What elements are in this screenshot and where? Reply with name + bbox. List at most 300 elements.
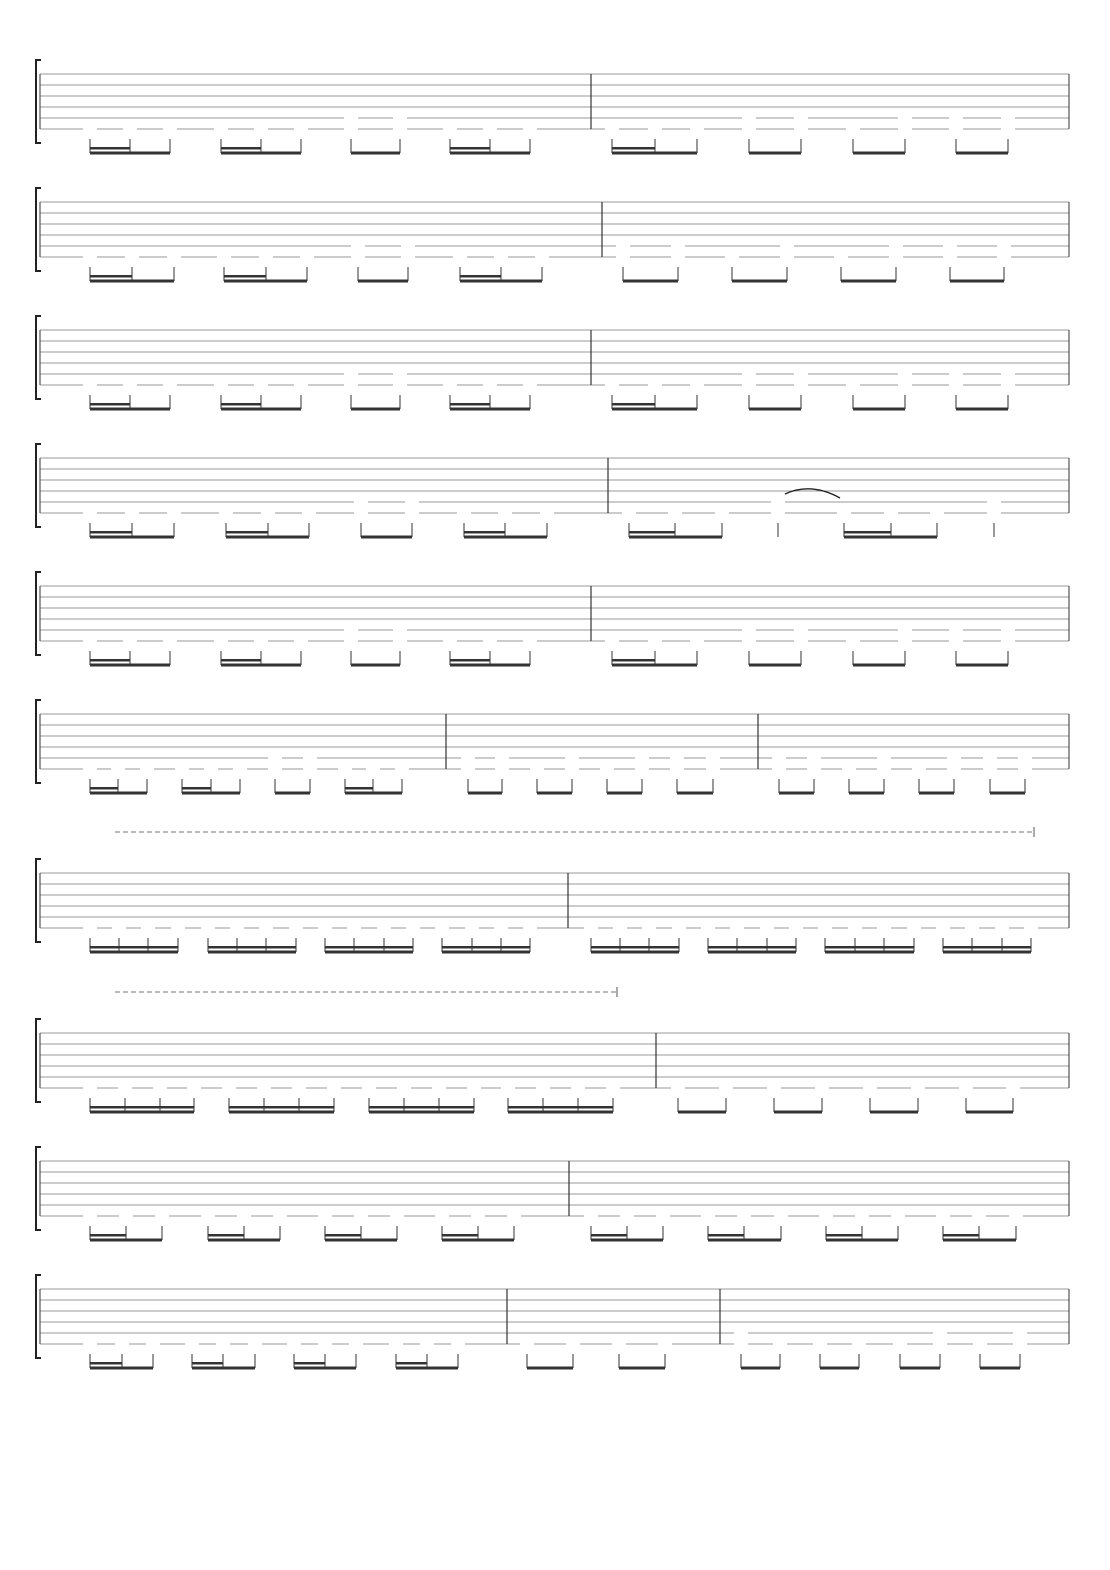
- fret-bg: [973, 1339, 987, 1349]
- fret-bg: [292, 1083, 306, 1093]
- fret-bg: [898, 124, 912, 134]
- fret-bg: [671, 241, 685, 251]
- beam: [678, 1111, 726, 1114]
- secondary-beam: [192, 1362, 223, 1365]
- fret-bg: [742, 113, 756, 123]
- measure: [83, 753, 409, 795]
- beam: [629, 536, 722, 539]
- beam: [919, 792, 954, 795]
- fret-bg: [289, 923, 303, 933]
- fret-bg: [494, 923, 508, 933]
- fret-bg: [401, 241, 415, 251]
- fret-bg: [1001, 380, 1015, 390]
- secondary-beam: [90, 659, 130, 662]
- beam: [351, 664, 400, 667]
- fret-bg: [898, 113, 912, 123]
- secondary-beam: [90, 403, 130, 406]
- fret-bg: [351, 252, 365, 262]
- beam: [226, 536, 309, 539]
- secondary-beam: [472, 946, 501, 949]
- fret-bg: [584, 1211, 598, 1221]
- fret-bg: [613, 923, 627, 933]
- secondary-beam: [460, 275, 501, 278]
- fret-bg: [395, 764, 409, 774]
- fret-bg: [997, 241, 1011, 251]
- fret-bg: [214, 380, 228, 390]
- fret-bg: [303, 753, 317, 763]
- fret-bg: [760, 923, 774, 933]
- fret-bg: [949, 625, 963, 635]
- secondary-beam: [208, 946, 237, 949]
- fret-bg: [420, 1339, 434, 1349]
- secondary-beam: [620, 946, 649, 949]
- fret-bg: [465, 923, 479, 933]
- beam: [853, 408, 905, 411]
- beam: [224, 280, 307, 283]
- secondary-beam: [294, 1362, 325, 1365]
- secondary-beam: [384, 946, 413, 949]
- beam: [527, 1367, 573, 1370]
- fret-bg: [83, 764, 97, 774]
- fret-bg: [671, 1083, 685, 1093]
- secondary-beam: [708, 946, 737, 949]
- fret-bg: [294, 124, 308, 134]
- fret-bg: [344, 113, 358, 123]
- fret-bg: [983, 753, 997, 763]
- fret-bg: [261, 508, 275, 518]
- measure: [83, 369, 537, 411]
- fret-bg: [140, 764, 154, 774]
- fret-bg: [83, 1339, 97, 1349]
- fret-bg: [344, 636, 358, 646]
- beam: [619, 1367, 665, 1370]
- beam: [90, 408, 170, 411]
- beam: [229, 1111, 334, 1114]
- fret-bg: [443, 380, 457, 390]
- beam: [943, 1239, 1016, 1242]
- fret-bg: [461, 753, 475, 763]
- beam: [182, 792, 240, 795]
- fret-bg: [125, 252, 139, 262]
- tab-system: [36, 572, 1069, 667]
- fret-bg: [780, 252, 794, 262]
- beam: [980, 1367, 1020, 1370]
- fret-bg: [813, 1339, 827, 1349]
- fret-bg: [405, 497, 419, 507]
- beam: [825, 951, 914, 954]
- tab-system: [36, 700, 1069, 795]
- fret-bg: [767, 1083, 781, 1093]
- fret-bg: [83, 923, 97, 933]
- fret-bg: [773, 1339, 787, 1349]
- fret-bg: [167, 508, 181, 518]
- beam: [90, 951, 178, 954]
- fret-bg: [1001, 636, 1015, 646]
- fret-bg: [119, 1211, 133, 1221]
- fret-bg: [201, 923, 215, 933]
- beam: [708, 1239, 781, 1242]
- fret-bg: [949, 380, 963, 390]
- fret-bg: [351, 241, 365, 251]
- beam: [294, 1367, 356, 1370]
- fret-bg: [349, 1339, 363, 1349]
- secondary-beam: [543, 1106, 578, 1109]
- beam: [90, 152, 170, 155]
- fret-bg: [620, 1211, 634, 1221]
- fret-bg: [115, 1339, 129, 1349]
- fret-bg: [254, 124, 268, 134]
- secondary-beam: [439, 1106, 474, 1109]
- secondary-beam: [825, 946, 855, 949]
- beam: [950, 280, 1004, 283]
- fret-bg: [125, 508, 139, 518]
- beam: [966, 1111, 1013, 1114]
- secondary-beam: [90, 1234, 126, 1237]
- fret-bg: [605, 124, 619, 134]
- secondary-beam: [221, 147, 261, 150]
- fret-bg: [936, 923, 950, 933]
- beam: [749, 664, 801, 667]
- fret-bg: [540, 508, 554, 518]
- beam: [956, 664, 1008, 667]
- secondary-beam: [612, 659, 655, 662]
- fret-bg: [565, 764, 579, 774]
- secondary-beam: [224, 275, 266, 278]
- fret-bg: [715, 508, 729, 518]
- secondary-beam: [591, 946, 620, 949]
- fret-bg: [494, 252, 508, 262]
- beam: [677, 792, 713, 795]
- fret-bg: [949, 636, 963, 646]
- fret-bg: [300, 252, 314, 262]
- fret-bg: [536, 1083, 550, 1093]
- fret-bg: [406, 923, 420, 933]
- secondary-beam: [826, 1234, 862, 1237]
- fret-bg: [83, 508, 97, 518]
- fret-bg: [393, 124, 407, 134]
- fret-bg: [780, 241, 794, 251]
- secondary-beam: [649, 946, 679, 949]
- fret-bg: [898, 625, 912, 635]
- beam: [450, 152, 530, 155]
- fret-bg: [141, 923, 155, 933]
- beam: [351, 408, 400, 411]
- fret-bg: [734, 1328, 748, 1338]
- fret-bg: [742, 380, 756, 390]
- fret-bg: [1001, 113, 1015, 123]
- fret-bg: [471, 1211, 485, 1221]
- fret-bg: [911, 1083, 925, 1093]
- fret-bg: [118, 1083, 132, 1093]
- fret-bg: [701, 1211, 715, 1221]
- fret-bg: [898, 636, 912, 646]
- fret-bg: [884, 508, 898, 518]
- fret-bg: [863, 1083, 877, 1093]
- fret-bg: [742, 625, 756, 635]
- fret-bg: [668, 508, 682, 518]
- fret-bg: [451, 1339, 465, 1349]
- tab-system: [36, 987, 1069, 1114]
- fret-bg: [943, 241, 957, 251]
- secondary-beam: [612, 403, 655, 406]
- fret-bg: [123, 636, 137, 646]
- secondary-beam: [90, 1106, 125, 1109]
- fret-bg: [730, 923, 744, 933]
- fret-bg: [1006, 1083, 1020, 1093]
- fret-bg: [701, 923, 715, 933]
- secondary-beam: [508, 1106, 543, 1109]
- fret-bg: [606, 1083, 620, 1093]
- fret-bg: [393, 113, 407, 123]
- fret-bg: [943, 252, 957, 262]
- beam: [623, 280, 678, 283]
- fret-bg: [362, 1083, 376, 1093]
- fret-bg: [204, 764, 218, 774]
- fret-bg: [642, 923, 656, 933]
- fret-bg: [706, 764, 720, 774]
- fret-bg: [846, 636, 860, 646]
- beam: [90, 1111, 194, 1114]
- secondary-beam: [442, 1234, 478, 1237]
- fret-bg: [237, 1211, 251, 1221]
- fret-bg: [366, 764, 380, 774]
- secondary-beam: [221, 659, 261, 662]
- measure: [461, 753, 720, 795]
- secondary-beam: [354, 946, 384, 949]
- fret-bg: [201, 1211, 215, 1221]
- fret-bg: [443, 124, 457, 134]
- measure: [772, 753, 1032, 795]
- beam: [900, 1367, 940, 1370]
- fret-bg: [344, 369, 358, 379]
- fret-bg: [725, 252, 739, 262]
- beam: [853, 664, 905, 667]
- secondary-beam: [237, 946, 266, 949]
- beam: [732, 280, 787, 283]
- beam: [749, 408, 801, 411]
- fret-bg: [648, 124, 662, 134]
- measure: [622, 489, 1001, 539]
- fret-bg: [600, 764, 614, 774]
- fret-bg: [111, 764, 125, 774]
- beam: [345, 792, 402, 795]
- fret-bg: [936, 1211, 950, 1221]
- fret-bg: [889, 241, 903, 251]
- secondary-beam: [450, 147, 490, 150]
- measure: [83, 625, 537, 667]
- beam: [749, 152, 801, 155]
- beam: [325, 951, 413, 954]
- secondary-beam: [229, 1106, 264, 1109]
- fret-bg: [1009, 1211, 1023, 1221]
- fret-bg: [254, 380, 268, 390]
- fret-bg: [171, 923, 185, 933]
- fret-bg: [354, 1211, 368, 1221]
- fret-bg: [163, 380, 177, 390]
- fret-bg: [123, 124, 137, 134]
- fret-bg: [520, 1339, 534, 1349]
- fret-bg: [354, 508, 368, 518]
- tab-system: [36, 60, 1069, 155]
- secondary-beam: [90, 275, 132, 278]
- fret-bg: [959, 1083, 973, 1093]
- fret-bg: [566, 1339, 580, 1349]
- secondary-beam: [182, 787, 211, 790]
- secondary-beam: [221, 403, 261, 406]
- secondary-beam: [844, 531, 891, 534]
- fret-bg: [737, 1211, 751, 1221]
- fret-bg: [616, 241, 630, 251]
- fret-bg: [771, 497, 785, 507]
- fret-bg: [268, 764, 282, 774]
- fret-bg: [612, 1339, 626, 1349]
- secondary-beam: [325, 946, 354, 949]
- secondary-beam: [90, 787, 118, 790]
- beam: [956, 408, 1008, 411]
- fret-bg: [987, 508, 1001, 518]
- secondary-beam: [578, 1106, 613, 1109]
- beam: [90, 280, 174, 283]
- fret-bg: [397, 1083, 411, 1093]
- fret-bg: [852, 1339, 866, 1349]
- beam: [591, 1239, 663, 1242]
- fret-bg: [947, 753, 961, 763]
- fret-bg: [318, 923, 332, 933]
- fret-bg: [216, 1339, 230, 1349]
- beam: [275, 792, 310, 795]
- secondary-beam: [396, 1362, 427, 1365]
- secondary-beam: [972, 946, 1002, 949]
- beam: [442, 951, 530, 954]
- fret-bg: [443, 636, 457, 646]
- beam: [221, 408, 301, 411]
- fret-bg: [230, 923, 244, 933]
- secondary-beam: [90, 1362, 122, 1365]
- secondary-beam: [591, 1234, 627, 1237]
- fret-bg: [83, 1211, 97, 1221]
- fret-bg: [794, 113, 808, 123]
- fret-bg: [794, 625, 808, 635]
- fret-bg: [123, 380, 137, 390]
- tab-system: [36, 444, 1069, 539]
- fret-bg: [393, 369, 407, 379]
- fret-bg: [163, 636, 177, 646]
- beam: [90, 1367, 153, 1370]
- fret-bg: [432, 1083, 446, 1093]
- fret-bg: [807, 764, 821, 774]
- beam: [853, 152, 905, 155]
- fret-bg: [303, 764, 317, 774]
- fret-bg: [690, 124, 704, 134]
- fret-bg: [898, 380, 912, 390]
- fret-bg: [217, 252, 231, 262]
- fret-bg: [571, 1083, 585, 1093]
- fret-bg: [401, 252, 415, 262]
- fret-bg: [393, 636, 407, 646]
- fret-bg: [273, 1211, 287, 1221]
- beam: [442, 1239, 514, 1242]
- beam: [361, 536, 412, 539]
- fret-bg: [565, 753, 579, 763]
- fret-bg: [947, 764, 961, 774]
- beam: [450, 664, 530, 667]
- fret-bg: [794, 124, 808, 134]
- beam: [741, 1367, 780, 1370]
- fret-bg: [893, 1339, 907, 1349]
- beam: [450, 408, 530, 411]
- beam: [820, 1367, 859, 1370]
- tab-system: [36, 316, 1069, 411]
- fret-bg: [259, 923, 273, 933]
- fret-bg: [930, 508, 944, 518]
- secondary-beam: [501, 946, 530, 949]
- beam: [192, 1367, 255, 1370]
- fret-bg: [672, 923, 686, 933]
- fret-bg: [670, 764, 684, 774]
- fret-bg: [772, 753, 786, 763]
- secondary-beam: [404, 1106, 439, 1109]
- fret-bg: [495, 764, 509, 774]
- fret-bg: [1018, 753, 1032, 763]
- tab-system: [36, 1147, 1069, 1242]
- fret-bg: [453, 252, 467, 262]
- fret-bg: [185, 1339, 199, 1349]
- fret-bg: [354, 497, 368, 507]
- secondary-beam: [119, 946, 148, 949]
- fret-bg: [287, 1339, 301, 1349]
- fret-bg: [344, 124, 358, 134]
- fret-bg: [344, 380, 358, 390]
- fret-bg: [523, 380, 537, 390]
- secondary-beam: [767, 946, 796, 949]
- measure: [83, 497, 554, 539]
- beam: [208, 1239, 280, 1242]
- beam: [943, 951, 1031, 954]
- fret-bg: [214, 124, 228, 134]
- beam: [612, 408, 697, 411]
- secondary-beam: [148, 946, 178, 949]
- fret-bg: [435, 1211, 449, 1221]
- beam: [826, 1239, 898, 1242]
- beam: [90, 1239, 162, 1242]
- fret-bg: [498, 508, 512, 518]
- secondary-beam: [125, 1106, 160, 1109]
- fret-bg: [254, 636, 268, 646]
- fret-bg: [155, 1211, 169, 1221]
- fret-bg: [259, 252, 273, 262]
- measure: [605, 113, 1015, 155]
- fret-bg: [523, 636, 537, 646]
- fret-bg: [742, 124, 756, 134]
- fret-bg: [616, 252, 630, 262]
- fret-bg: [807, 753, 821, 763]
- secondary-beam: [90, 147, 130, 150]
- secondary-beam: [299, 1106, 334, 1109]
- fret-bg: [1013, 1328, 1027, 1338]
- fret-bg: [648, 380, 662, 390]
- fret-bg: [734, 1339, 748, 1349]
- beam: [208, 951, 296, 954]
- beam: [708, 951, 796, 954]
- secondary-beam: [708, 1234, 744, 1237]
- fret-bg: [83, 124, 97, 134]
- fret-bg: [972, 1211, 986, 1221]
- fret-bg: [690, 380, 704, 390]
- secondary-beam: [943, 946, 972, 949]
- fret-bg: [658, 1339, 672, 1349]
- fret-bg: [344, 625, 358, 635]
- fret-bg: [535, 252, 549, 262]
